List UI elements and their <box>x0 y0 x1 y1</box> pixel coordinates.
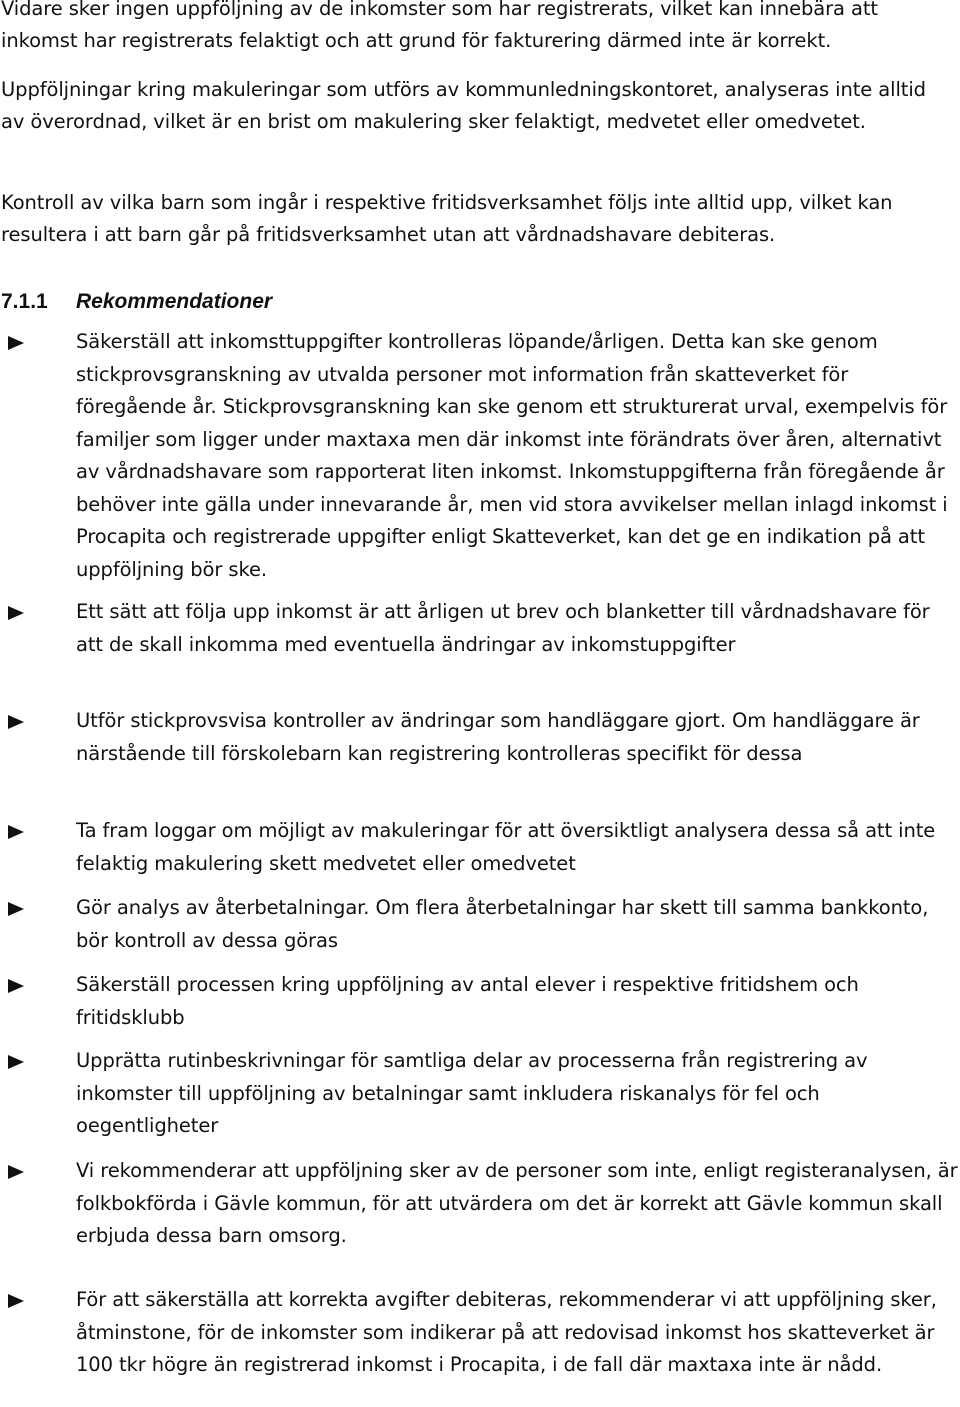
bullet-arrow-icon <box>8 825 24 839</box>
recommendation-text: Säkerställ processen kring uppföljning av antal elever i respektive fritidshem och fritidsklubb <box>76 973 859 1029</box>
section-heading <box>1 286 272 318</box>
bullet-arrow-icon <box>8 336 24 350</box>
bullet-arrow-icon <box>8 1055 24 1069</box>
recommendation-text: För att säkerställa att korrekta avgifter debiteras, rekommenderar vi att uppföljning sker, åtminstone, för de inkomster som indikerar på att redovisad inkomst hos skatteverket är 100 tkr högre än registrerad inkomst i Procapita, i de fall där maxtaxa inte är nådd. <box>76 1288 937 1376</box>
recommendation-text: Upprätta rutinbeskrivningar för samtliga delar av processerna från registrering av inkomster till uppföljning av betalningar samt inkludera riskanalys för fel och oegentligheter <box>76 1049 868 1137</box>
bullet-arrow-icon <box>8 979 24 993</box>
bullet-arrow-icon <box>8 902 24 916</box>
section-title: Rekommendationer <box>76 290 273 313</box>
paragraph-leisure-control: Kontroll av vilka barn som ingår i respektive fritidsverksamhet följs inte alltid upp, vilket kan resultera i att barn går på fritidsverksamhet utan att vårdnadshavare debiteras. <box>1 191 893 246</box>
recommendation-text: Ta fram loggar om möjligt av makuleringar för att översiktligt analysera dessa så att inte felaktig makulering skett medvetet eller omedvetet <box>76 819 936 875</box>
paragraph-income-followup: Vidare sker ingen uppföljning av de inkomster som har registrerats, vilket kan innebära att inkomst har registrerats felaktigt och att grund för fakturering därmed inte är korrekt. <box>1 0 878 52</box>
recommendation-text: Utför stickprovsvisa kontroller av ändringar som handläggare gjort. Om handläggare är närstående till förskolebarn kan registrering kontrolleras specifikt för dessa <box>76 709 920 765</box>
section-number: 7.1.1 <box>1 290 48 313</box>
bullet-arrow-icon <box>8 1294 24 1308</box>
recommendation-text: Ett sätt att följa upp inkomst är att årligen ut brev och blanketter till vårdnadshavare för att de skall inkomma med eventuella ändringar av inkomstuppgifter <box>76 600 930 656</box>
bullet-arrow-icon <box>8 715 24 729</box>
recommendation-text: Säkerställ att inkomsttuppgifter kontrolleras löpande/årligen. Detta kan ske genom stickprovsgranskning av utvalda personer mot information från skatteverket för föregående år. Stickprovsgranskning kan ske genom ett strukturerat urval, exempelvis för familjer som ligger under maxtaxa men där inkomst inte förändrats över åren, alternativt av vårdnadshavare som rapporterat liten inkomst. Inkomstuppgifterna från föregående år behöver inte gälla under innevarande år, men vid stora avvikelser mellan inlagd inkomst i Procapita och registrerade uppgifter enligt Skatteverket, kan det ge en indikation på att uppföljning bör ske. <box>76 330 948 581</box>
paragraph-cancellations: Uppföljningar kring makuleringar som utförs av kommunledningskontoret, analyseras inte alltid av överordnad, vilket är en brist om makulering sker felaktigt, medvetet eller omedvetet. <box>1 78 926 133</box>
recommendation-text: Gör analys av återbetalningar. Om flera återbetalningar har skett till samma bankkonto, bör kontroll av dessa göras <box>76 896 929 952</box>
recommendation-text: Vi rekommenderar att uppföljning sker av de personer som inte, enligt registeranalysen, är folkbokförda i Gävle kommun, för att utvärdera om det är korrekt att Gävle kommun skall erbjuda dessa barn omsorg. <box>76 1159 958 1247</box>
bullet-arrow-icon <box>8 1165 24 1179</box>
bullet-arrow-icon <box>8 606 24 620</box>
